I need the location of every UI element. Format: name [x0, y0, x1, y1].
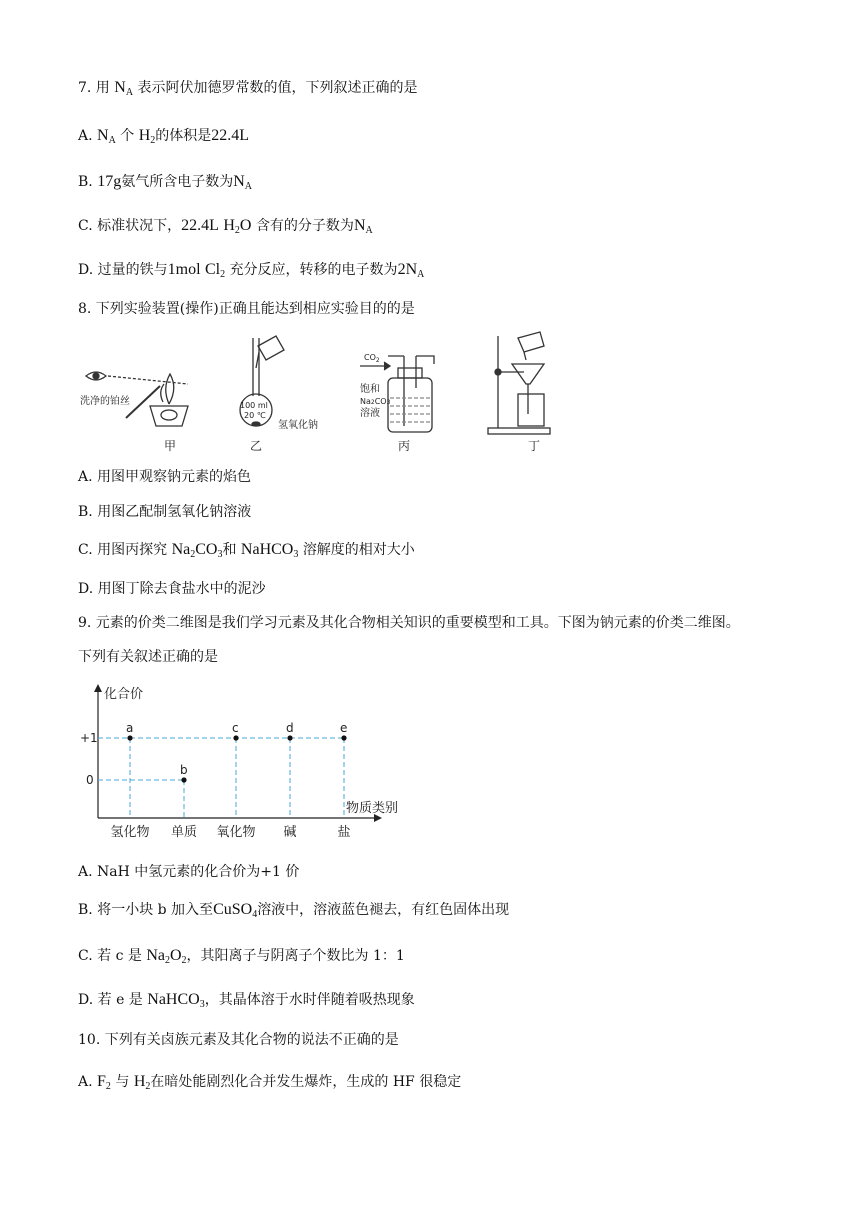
q9-option-b: B. 将一小块 b 加入至CuSO$_4$溶液中，溶液蓝色褪去，有红色固体出现 — [78, 901, 510, 920]
x-axis-label: 物质类别 — [346, 801, 399, 816]
q9-option-d: D. 若 e 是 NaHCO$_3$，其晶体溶于水时伴随着吸热现象 — [78, 991, 415, 1010]
label-solution: 溶液 — [360, 408, 380, 419]
q8-option-c: C. 用图丙探究 $Na_2CO_3$和 NaHCO$_3$ 溶解度的相对大小 — [78, 541, 415, 560]
x-tick-label: 单质 — [170, 825, 198, 840]
na-symbol: $N_A$ — [114, 79, 134, 98]
point-label-b: b — [180, 763, 188, 777]
flask-label-volume: 100 ml — [240, 401, 268, 410]
label-platinum-wire: 洗净的铂丝 — [80, 396, 130, 407]
q8-option-b: B. 用图乙配制氢氧化钠溶液 — [78, 504, 252, 520]
q7-option-c: C. 标准状况下，22.4L $H_2O$ 含有的分子数为$N_A$ — [78, 217, 373, 236]
q7-option-d: D. 过量的铁与1mol $Cl_2$ 充分反应，转移的电子数为$2N_A$ — [78, 261, 425, 280]
label-saturated: 饱和 — [360, 384, 380, 395]
q9-option-a: A. NaH 中氢元素的化合价为+1 价 — [78, 864, 300, 880]
valence-class-chart — [78, 678, 438, 848]
q10-stem: 10. 下列有关卤族元素及其化合物的说法不正确的是 — [78, 1032, 399, 1048]
q10-option-a: A. $F_2$ 与 $H_2$在暗处能剧烈化合并发生爆炸，生成的 HF 很稳定 — [78, 1073, 462, 1092]
caption-jia: 甲 — [164, 439, 177, 453]
data-point-b — [181, 777, 186, 782]
q7-stem-tail: 表示阿伏加德罗常数的值，下列叙述正确的是 — [137, 80, 418, 96]
q7-stem — [78, 78, 418, 98]
data-point-e — [341, 735, 346, 740]
q7-option-a: A. $N_A$ 个 $H_2$的体积是22.4L — [78, 127, 250, 146]
x-tick-label: 氢化物 — [110, 825, 150, 840]
y-axis-label: 化合价 — [104, 687, 144, 702]
q8-apparatus-figure — [78, 328, 578, 458]
y-tick-label: 0 — [86, 773, 94, 787]
q9-stem-line2: 下列有关叙述正确的是 — [78, 649, 218, 665]
data-point-a — [127, 735, 132, 740]
x-tick-label: 盐 — [337, 825, 351, 840]
q7-option-b: B. 17g氨气所含电子数为$N_A$ — [78, 173, 252, 192]
q7-stem-text: 7. 用 — [78, 80, 110, 96]
label-naoh: 氢氧化钠 — [278, 420, 318, 431]
q8-option-a: A. 用图甲观察钠元素的焰色 — [78, 469, 252, 485]
point-label-c: c — [232, 721, 239, 735]
beaker-icon — [256, 336, 284, 368]
q8-stem: 8. 下列实验装置(操作)正确且能达到相应实验目的的是 — [78, 301, 415, 317]
y-tick-label: +1 — [80, 731, 98, 745]
q8-option-d: D. 用图丁除去食盐水中的泥沙 — [78, 581, 266, 597]
point-label-a: a — [126, 721, 134, 735]
label-na2co3: Na2CO3 — [360, 397, 391, 406]
eye-icon — [86, 372, 106, 380]
point-label-d: d — [286, 721, 294, 735]
flask-label-temp: 20 ℃ — [244, 411, 266, 420]
caption-ding: 丁 — [528, 439, 541, 453]
data-point-c — [233, 735, 238, 740]
caption-yi: 乙 — [250, 439, 263, 453]
y-axis-arrow-icon — [94, 684, 102, 692]
point-label-e: e — [340, 721, 348, 735]
filtration-stand-icon — [488, 332, 550, 434]
data-point-d — [287, 735, 292, 740]
q9-option-c: C. 若 c 是 $Na_2O_2$，其阳离子与阴离子个数比为 1：1 — [78, 947, 405, 966]
label-co2: $CO_2$ — [364, 353, 380, 364]
x-tick-label: 碱 — [283, 825, 297, 840]
x-tick-label: 氧化物 — [216, 825, 256, 840]
caption-bing: 丙 — [398, 439, 411, 453]
q9-stem-line1: 9. 元素的价类二维图是我们学习元素及其化合物相关知识的重要模型和工具。下图为钠元素的价类二维图。 — [78, 615, 740, 631]
